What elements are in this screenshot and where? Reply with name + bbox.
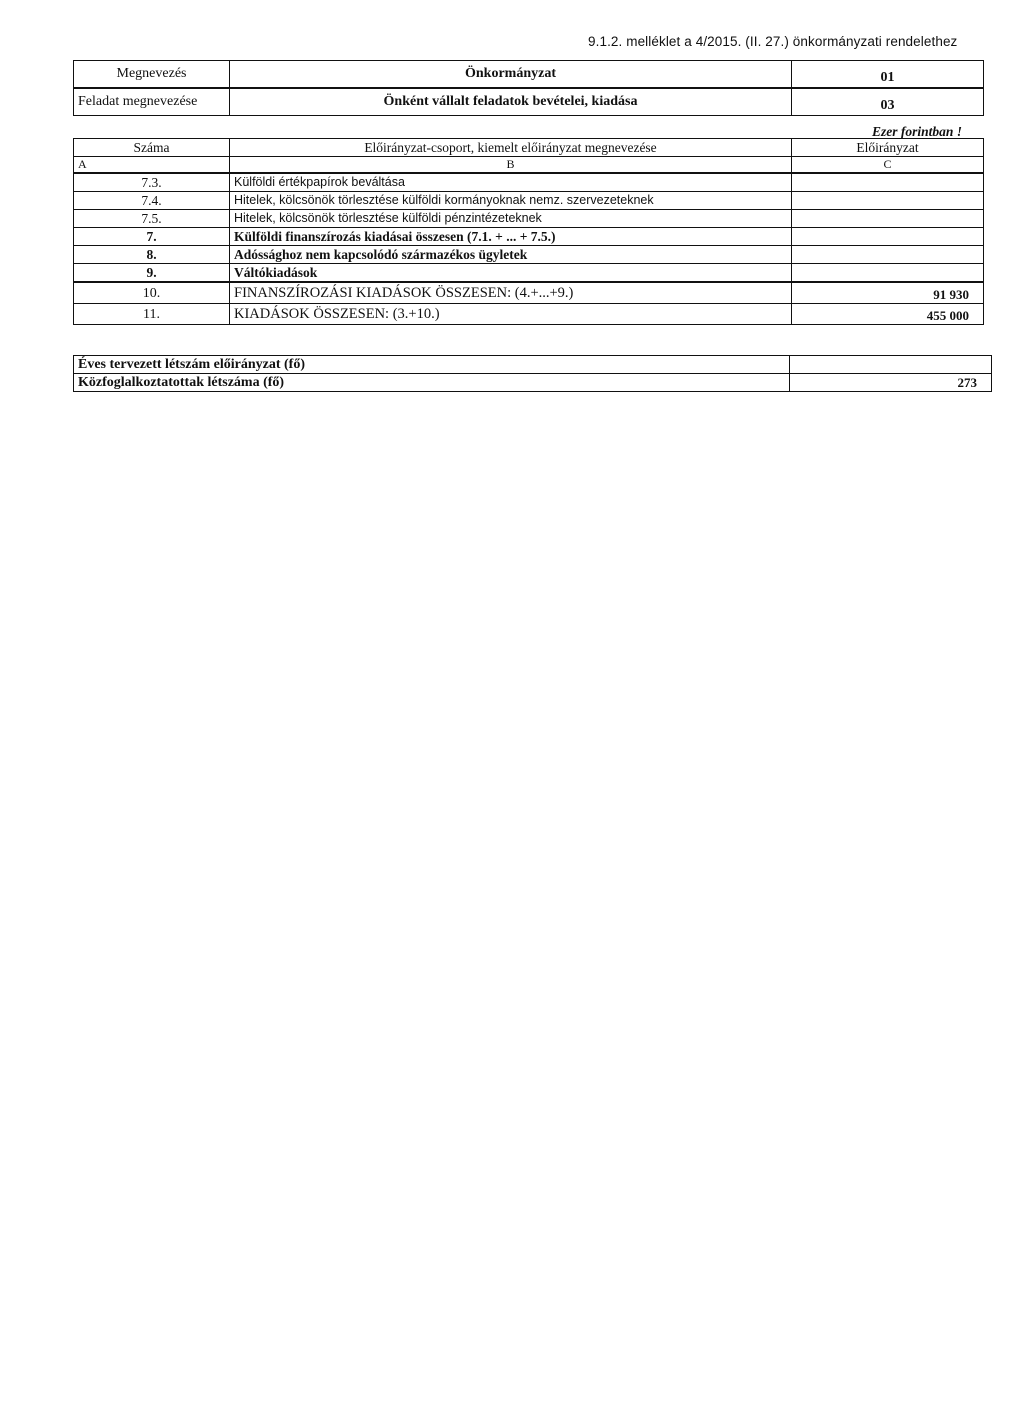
row-name: Váltókiadások bbox=[230, 264, 792, 283]
staff-row-planned bbox=[74, 356, 992, 374]
staff-table bbox=[73, 355, 992, 392]
table-row-grand-total bbox=[74, 304, 984, 325]
table-row bbox=[74, 264, 984, 283]
page-reference: 9.1.2. melléklet a 4/2015. (II. 27.) önkormányzati rendelethez bbox=[588, 34, 958, 49]
row-number: 10. bbox=[74, 282, 230, 304]
staff-row-public-workers bbox=[74, 374, 992, 392]
staff-label: Közfoglalkoztatottak létszáma (fő) bbox=[74, 374, 790, 392]
header-task-code: 03 bbox=[792, 88, 984, 116]
row-name: Adóssághoz nem kapcsolódó származékos ügyletek bbox=[230, 246, 792, 264]
row-name: Hitelek, kölcsönök törlesztése külföldi kormányoknak nemz. szervezeteknek bbox=[230, 192, 792, 210]
column-header-value: Előirányzat bbox=[792, 139, 984, 157]
table-row bbox=[74, 228, 984, 246]
header-label-name: Megnevezés bbox=[74, 61, 230, 89]
header-label-task: Feladat megnevezése bbox=[74, 88, 230, 116]
staff-value: 273 bbox=[790, 374, 992, 392]
header-organization-code: 01 bbox=[792, 61, 984, 89]
column-header-name: Előirányzat-csoport, kiemelt előirányzat megnevezése bbox=[230, 139, 792, 157]
staff-label: Éves tervezett létszám előirányzat (fő) bbox=[74, 356, 790, 374]
column-letter-row bbox=[74, 157, 984, 174]
row-value bbox=[792, 246, 984, 264]
row-number: 11. bbox=[74, 304, 230, 325]
row-value bbox=[792, 264, 984, 283]
table-row bbox=[74, 246, 984, 264]
header-row-organization bbox=[74, 61, 984, 89]
row-number: 7. bbox=[74, 228, 230, 246]
column-header-number: Száma bbox=[74, 139, 230, 157]
row-number: 7.5. bbox=[74, 210, 230, 228]
table-row bbox=[74, 173, 984, 192]
column-header-row bbox=[74, 139, 984, 157]
column-letter-number: A bbox=[74, 157, 230, 174]
row-number: 8. bbox=[74, 246, 230, 264]
row-value bbox=[792, 192, 984, 210]
header-table bbox=[73, 60, 984, 116]
table-row-total bbox=[74, 282, 984, 304]
row-number: 7.3. bbox=[74, 173, 230, 192]
row-value bbox=[792, 210, 984, 228]
table-row bbox=[74, 192, 984, 210]
table-row bbox=[74, 210, 984, 228]
row-name: KIADÁSOK ÖSSZESEN: (3.+10.) bbox=[230, 304, 792, 325]
header-organization: Önkormányzat bbox=[230, 61, 792, 89]
row-number: 7.4. bbox=[74, 192, 230, 210]
row-name: FINANSZÍROZÁSI KIADÁSOK ÖSSZESEN: (4.+...+9.) bbox=[230, 282, 792, 304]
row-name: Külföldi finanszírozás kiadásai összesen (7.1. + ... + 7.5.) bbox=[230, 228, 792, 246]
appropriation-table bbox=[73, 138, 984, 325]
column-letter-name: B bbox=[230, 157, 792, 174]
column-letter-value: C bbox=[792, 157, 984, 174]
unit-note: Ezer forintban ! bbox=[872, 124, 963, 139]
header-task: Önként vállalt feladatok bevételei, kiadása bbox=[230, 88, 792, 116]
row-number: 9. bbox=[74, 264, 230, 283]
row-value: 91 930 bbox=[792, 282, 984, 304]
row-value bbox=[792, 228, 984, 246]
row-value: 455 000 bbox=[792, 304, 984, 325]
row-value bbox=[792, 173, 984, 192]
staff-value bbox=[790, 356, 992, 374]
row-name: Hitelek, kölcsönök törlesztése külföldi pénzintézeteknek bbox=[230, 210, 792, 228]
header-row-task bbox=[74, 88, 984, 116]
row-name: Külföldi értékpapírok beváltása bbox=[230, 173, 792, 192]
